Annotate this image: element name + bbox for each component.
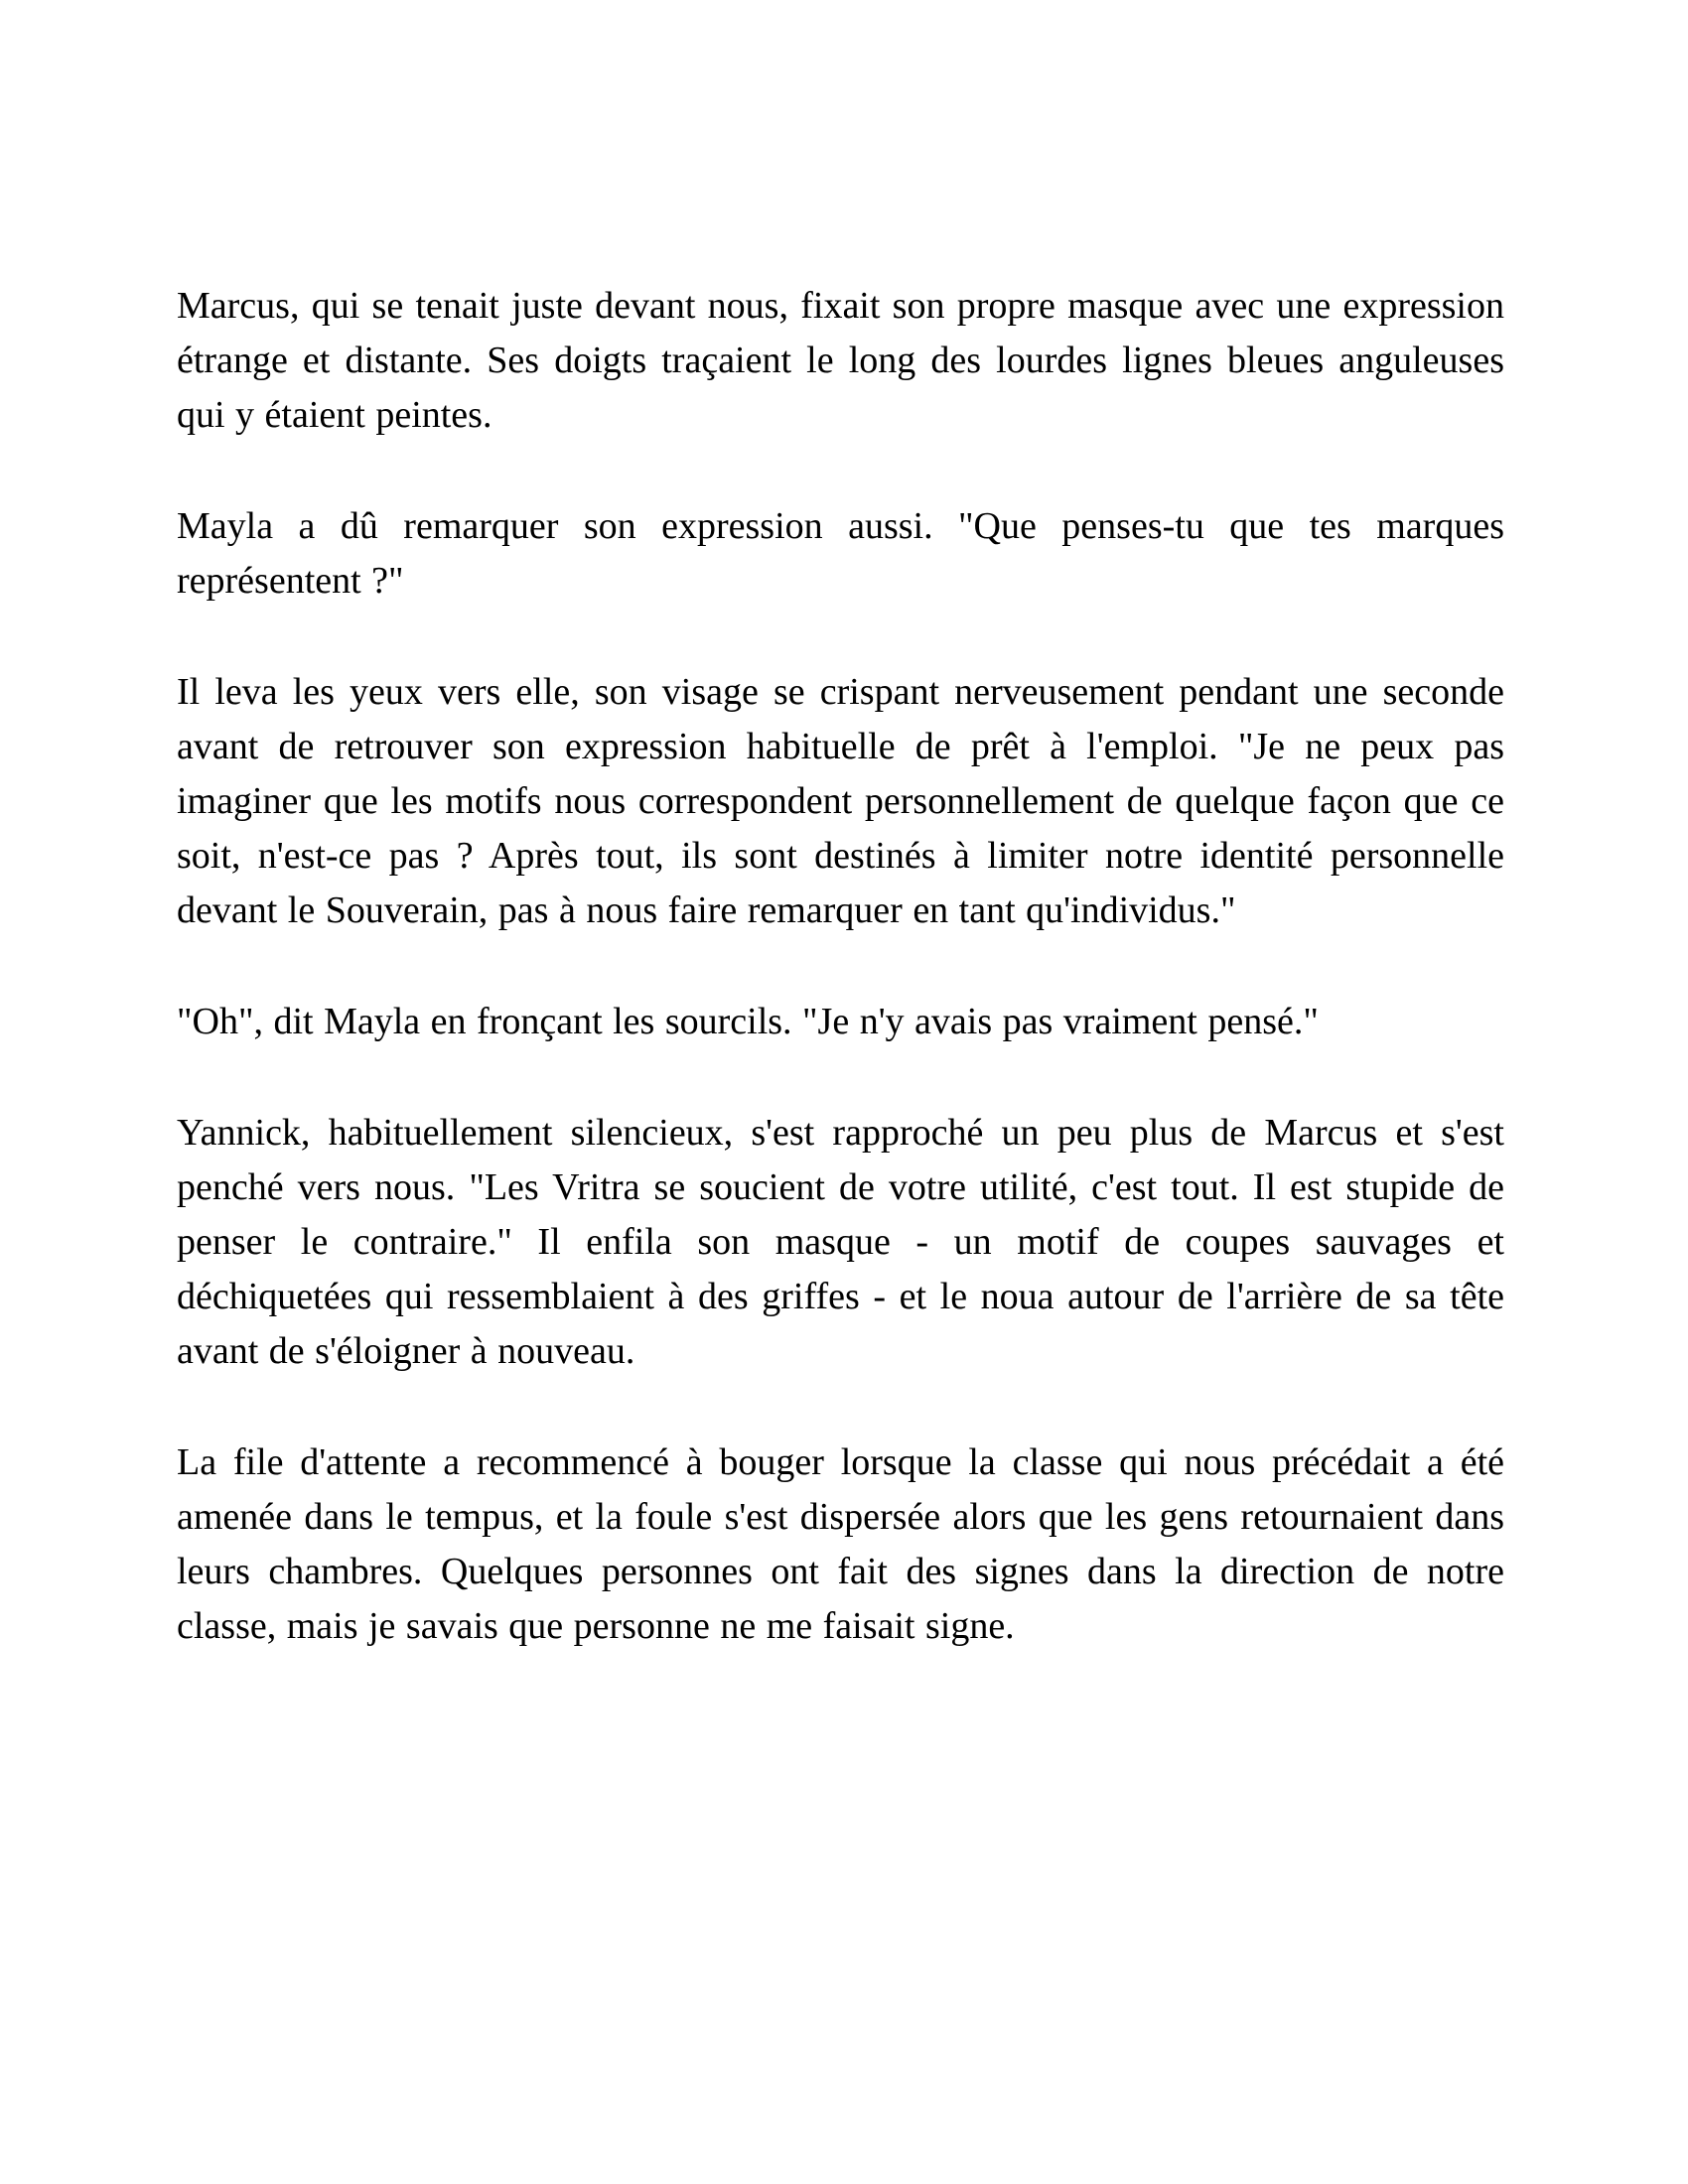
paragraph-3: Il leva les yeux vers elle, son visage se crispant nerveusement pendant une seconde avant de retrouver son expression habituelle de prêt à l'emploi. "Je ne peux pas imaginer que les motifs nous correspondent personnellement de quelque façon que ce soit, n'est-ce pas ? Après tout, ils sont destinés à limiter notre identité personnelle devant le Souverain, pas à nous faire remarquer en tant qu'individus." [177,671,1504,931]
text-block [177,279,1504,1654]
paragraph-1: Marcus, qui se tenait juste devant nous, fixait son propre masque avec une expression étrange et distante. Ses doigts traçaient le long des lourdes lignes bleues anguleuses qui y étaient peintes. [177,285,1504,436]
paragraph-6: La file d'attente a recommencé à bouger lorsque la classe qui nous précédait a été amenée dans le tempus, et la foule s'est dispersée alors que les gens retournaient dans leurs chambres. Quelques personnes ont fait des signes dans la direction de notre classe, mais je savais que personne ne me faisait signe. [177,1441,1504,1647]
paragraph-2: Mayla a dû remarquer son expression aussi. "Que penses-tu que tes marques représentent ?" [177,505,1504,602]
paragraph-5: Yannick, habituellement silencieux, s'est rapproché un peu plus de Marcus et s'est penché vers nous. "Les Vritra se soucient de votre utilité, c'est tout. Il est stupide de penser le contraire." Il enfila son masque - un motif de coupes sauvages et déchiquetées qui ressemblaient à des griffes - et le noua autour de l'arrière de sa tête avant de s'éloigner à nouveau. [177,1112,1504,1372]
paragraph-4: "Oh", dit Mayla en fronçant les sourcils. "Je n'y avais pas vraiment pensé." [177,1001,1319,1042]
